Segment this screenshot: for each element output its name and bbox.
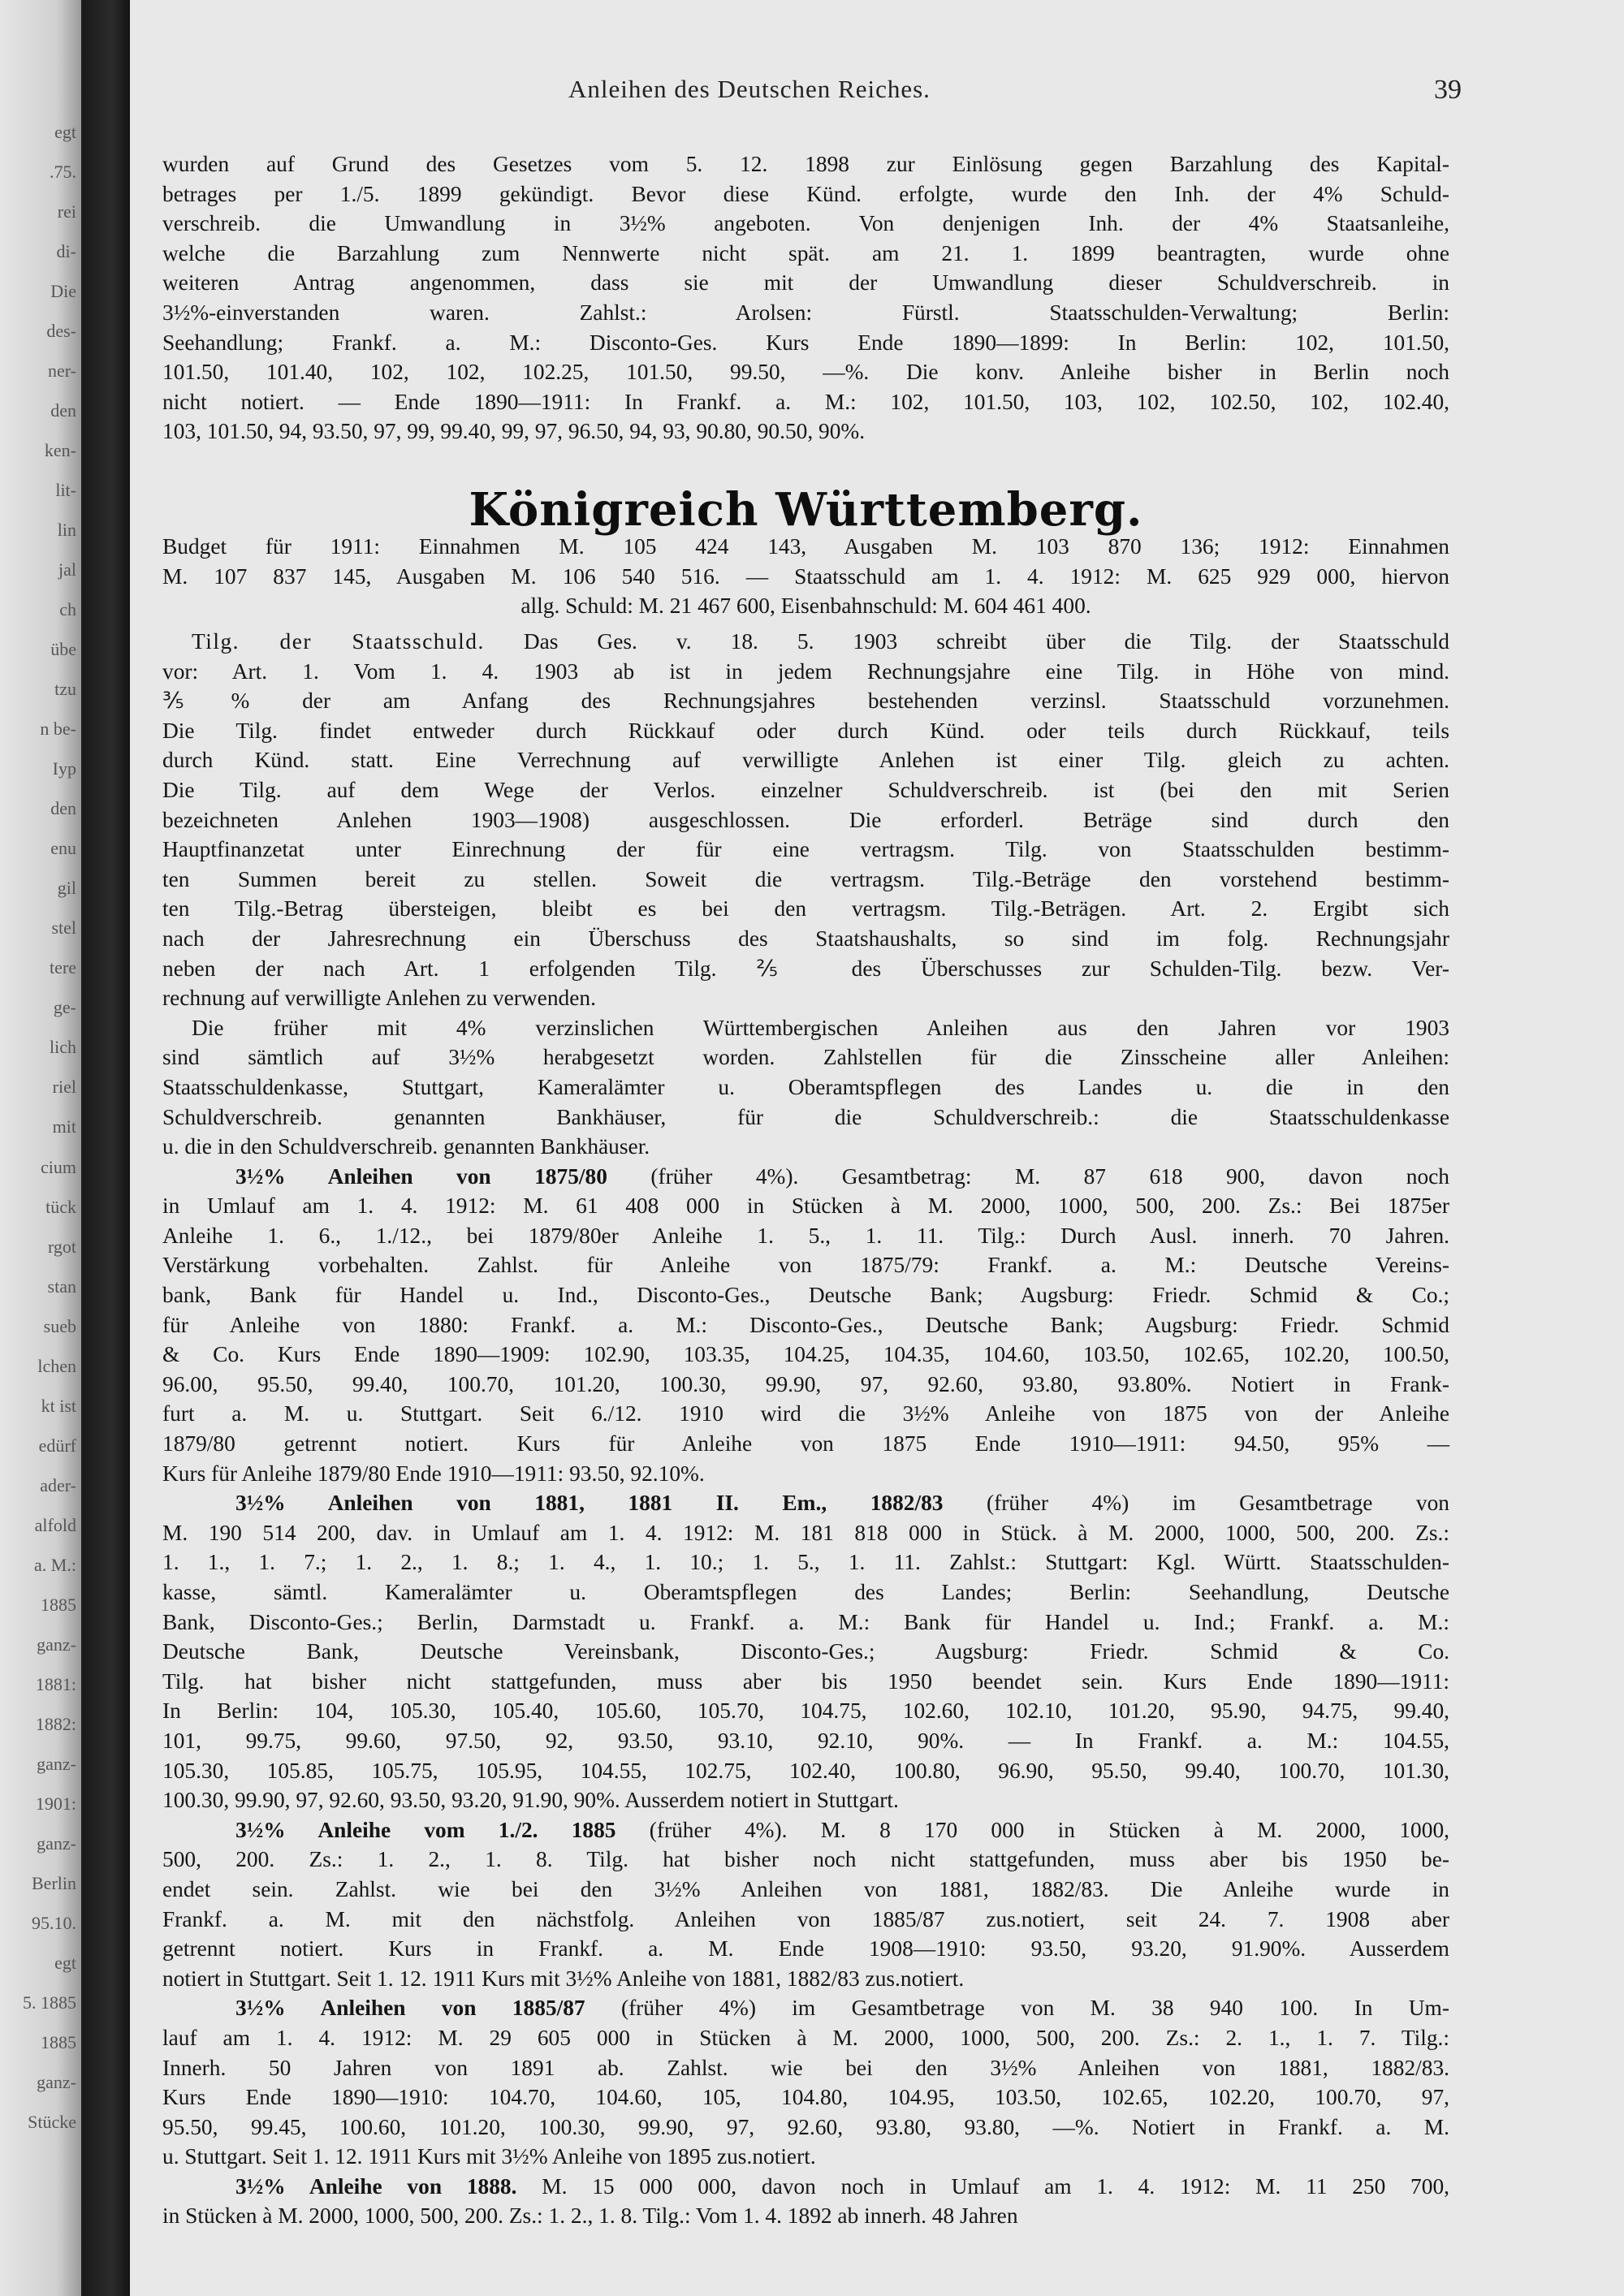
left-page-fragment: egt — [54, 1952, 76, 1973]
left-page-fragment: 1885 — [41, 1594, 76, 1615]
loan-heading: 3½% Anleihe vom 1./2. 1885 — [235, 1817, 616, 1842]
left-page-fragment: 1882: — [35, 1713, 76, 1734]
paragraph-line: 101, 99.75, 99.60, 97.50, 92, 93.50, 93.10, 92.10, 90%. — In Frankf. a. M.: 104.55, — [162, 1728, 1449, 1753]
paragraph-line: kasse, sämtl. Kameralämter u. Oberamtspflegen des Landes; Berlin: Seehandlung, Deutsche — [162, 1580, 1449, 1604]
paragraph-line-text: (früher 4%). M. 8 170 000 in Stücken à M. 2000, 1000, — [615, 1817, 1449, 1842]
paragraph-line-text: (früher 4%) im Gesamtbetrage von M. 38 940 100. In Um- — [585, 1996, 1449, 2021]
paragraph-line: Hauptfinanzetat unter Einrechnung der für eine vertragsm. Tilg. von Staatsschulden bestimm- — [162, 837, 1449, 862]
paragraph-line: 95.50, 99.45, 100.60, 101.20, 100.30, 99.90, 97, 92.60, 93.80, 93.80, —%. Notiert in Frankf. a. M. — [162, 2114, 1449, 2139]
left-page-fragment: ganz- — [37, 2071, 76, 2092]
paragraph-line: 1. 1., 1. 7.; 1. 2., 1. 8.; 1. 4., 1. 10.; 1. 5., 1. 11. Zahlst.: Stuttgart: Kgl. Württ. Staatsschulden- — [162, 1550, 1449, 1575]
budget-line: M. 107 837 145, Ausgaben M. 106 540 516. — Staatsschuld am 1. 4. 1912: M. 625 929 000, hiervon — [162, 563, 1449, 589]
left-page-fragment: egt — [54, 122, 76, 142]
paragraph-line: notiert in Stuttgart. Seit 1. 12. 1911 Kurs mit 3½% Anleihe von 1881, 1882/83 zus.notiert. — [162, 1966, 965, 1991]
left-page-fragment: tere — [50, 957, 76, 978]
left-page-fragment: 1901: — [35, 1793, 76, 1814]
left-page-fragment: .75. — [50, 162, 76, 183]
paragraph-line: M. 190 514 200, dav. in Umlauf am 1. 4. 1912: M. 181 818 000 in Stück. à M. 2000, 1000, 500, 200. Zs.: — [162, 1520, 1449, 1545]
intro-text — [162, 149, 1449, 447]
left-page-fragment: a. M.: — [34, 1554, 76, 1575]
paragraph-line: furt a. M. u. Stuttgart. Seit 6./12. 1910 wird die 3½% Anleihe von 1875 von der Anleihe — [162, 1401, 1449, 1426]
paragraph-line: in Umlauf am 1. 4. 1912: M. 61 408 000 in Stücken à M. 2000, 1000, 500, 200. Zs.: Bei 1875er — [162, 1193, 1449, 1219]
intro-line: weiteren Antrag angenommen, dass sie mit der Umwandlung dieser Schuldverschreib. in — [162, 270, 1449, 296]
paragraph — [162, 2172, 1449, 2231]
paragraph-line: u. die in den Schuldverschreib. genannten Bankhäuser. — [162, 1134, 650, 1159]
budget-text — [162, 532, 1449, 621]
left-page-fragment: stan — [47, 1275, 76, 1297]
left-page-fragment: ken- — [44, 440, 76, 461]
left-page-fragment: riel — [52, 1077, 76, 1098]
running-head-title: Anleihen des Deutschen Reiches. — [568, 75, 931, 103]
paragraph-line: Innerh. 50 Jahren von 1891 ab. Zahlst. wie bei den 3½% Anleihen von 1881, 1882/83. — [162, 2055, 1449, 2080]
paragraph — [162, 1993, 1449, 2172]
paragraph-line-text: (früher 4%). Gesamtbetrag: M. 87 618 900, davon noch — [607, 1163, 1449, 1189]
left-page-fragment: den — [50, 798, 76, 819]
loan-heading: 3½% Anleihen von 1885/87 — [235, 1996, 585, 2021]
paragraph-line: lauf am 1. 4. 1912: M. 29 605 000 in Stücken à M. 2000, 1000, 500, 200. Zs.: 2. 1., 1. 7. Tilg.: — [162, 2025, 1449, 2050]
paragraph-line: in Stücken à M. 2000, 1000, 500, 200. Zs.: 1. 2., 1. 8. Tilg.: Vom 1. 4. 1892 ab innerh. 48 Jahren — [162, 2203, 1018, 2229]
left-page-fragment: ch — [59, 599, 76, 620]
paragraph-line: Frankf. a. M. mit den nächstfolg. Anleihen von 1885/87 zus.notiert, seit 24. 7. 1908 aber — [162, 1906, 1449, 1931]
left-page-fragment: ner- — [48, 360, 76, 382]
intro-line: wurden auf Grund des Gesetzes vom 5. 12. 1898 zur Einlösung gegen Barzahlung des Kapital- — [162, 152, 1449, 176]
left-page-fragment: sueb — [43, 1315, 76, 1336]
left-page-fragment: Iyp — [52, 758, 76, 779]
paragraph-first-line — [162, 1815, 1449, 1845]
loan-heading: 3½% Anleihe von 1888. — [235, 2173, 517, 2199]
paragraph-line-text: M. 15 000 000, davon noch in Umlauf am 1. 4. 1912: M. 11 250 700, — [516, 2173, 1449, 2199]
paragraph-line: endet sein. Zahlst. wie bei den 3½% Anleihen von 1881, 1882/83. Die Anleihe wurde in — [162, 1876, 1449, 1901]
left-page-fragment: rei — [57, 201, 76, 222]
intro-line: Seehandlung; Frankf. a. M.: Disconto-Ges. Kurs Ende 1890—1899: In Berlin: 102, 101.50, — [162, 330, 1449, 355]
left-page-fragment: rgot — [47, 1236, 76, 1257]
paragraph-line: Schuldverschreib. genannten Bankhäuser, für die Schuldverschreib.: die Staatsschuldenkasse — [162, 1104, 1449, 1129]
paragraph-line: 1879/80 getrennt notiert. Kurs für Anleihe von 1875 Ende 1910—1911: 94.50, 95% — — [162, 1431, 1449, 1457]
left-page-fragment: enu — [50, 838, 76, 859]
left-page-fragment: Die — [50, 281, 76, 302]
left-page-fragment: ge- — [53, 997, 76, 1018]
paragraph-line: Kurs Ende 1890—1910: 104.70, 104.60, 105, 104.80, 104.95, 103.50, 102.65, 102.20, 100.70, 97, — [162, 2085, 1449, 2110]
paragraph-line: durch Künd. statt. Eine Verrechnung auf verwilligte Anlehen ist einer Tilg. gleich zu achten. — [162, 748, 1449, 773]
paragraph-line: Anleihe 1. 6., 1./12., bei 1879/80er Anleihe 1. 5., 1. 11. Tilg.: Durch Ausl. innerh. 70 Jahren. — [162, 1223, 1449, 1248]
left-page-fragment: lchen — [37, 1355, 76, 1376]
left-page-edge — [0, 0, 81, 2296]
paragraph-line: 96.00, 95.50, 99.40, 100.70, 101.20, 100.30, 99.90, 97, 92.60, 93.80, 93.80%. Notiert in Frank- — [162, 1371, 1449, 1396]
section-heading: Königreich Württemberg. — [469, 483, 1143, 537]
page-number: 39 — [1434, 75, 1462, 105]
paragraph-line: Die Tilg. auf dem Wege der Verlos. einzelner Schuldverschreib. ist (bei den mit Serien — [162, 777, 1449, 802]
paragraph-lead: Tilg. der Staatsschuld. — [192, 629, 485, 654]
paragraph-first-line — [162, 1993, 1449, 2023]
paragraph-first-line — [162, 627, 1449, 657]
left-page-fragment: ganz- — [37, 1634, 76, 1655]
paragraph-line: Staatsschuldenkasse, Stuttgart, Kameralämter u. Oberamtspflegen des Landes u. die in den — [162, 1074, 1449, 1099]
paragraph — [162, 1815, 1449, 1994]
left-page-fragment: lit- — [55, 480, 76, 501]
intro-line: nicht notiert. — Ende 1890—1911: In Frankf. a. M.: 102, 101.50, 103, 102, 102.50, 102, 102.40, — [162, 389, 1449, 414]
left-page-fragment: edürf — [38, 1435, 76, 1456]
intro-line: betrages per 1./5. 1899 gekündigt. Bevor diese Künd. erfolgte, wurde den Inh. der 4% Schuld- — [162, 181, 1449, 206]
left-page-fragment: alfold — [34, 1514, 76, 1535]
paragraph-line: Die Tilg. findet entweder durch Rückkauf oder durch Künd. oder teils durch Rückkauf, teils — [162, 718, 1449, 743]
paragraph-line-text: (früher 4%) im Gesamtbetrage von — [943, 1491, 1449, 1516]
left-page-fragment: lich — [50, 1037, 76, 1058]
paragraph-line: Bank, Disconto-Ges.; Berlin, Darmstadt u. Frankf. a. M.: Bank für Handel u. Ind.; Frankf. a. M.: — [162, 1609, 1449, 1634]
paragraph-line: ten Tilg.-Betrag übersteigen, bleibt es bei den vertragsm. Tilg.-Beträgen. Art. 2. Ergibt sich — [162, 896, 1449, 921]
paragraph-line: & Co. Kurs Ende 1890—1909: 102.90, 103.35, 104.25, 104.35, 104.60, 103.50, 102.65, 102.20, 100.50, — [162, 1342, 1449, 1367]
left-page-fragment: Berlin — [32, 1872, 76, 1893]
paragraph-line: nach der Jahresrechnung ein Überschuss des Staatshaushalts, so sind im folg. Rechnungsjahr — [162, 926, 1449, 951]
left-page-fragment: tzu — [54, 679, 76, 700]
intro-line: 3½%-einverstanden waren. Zahlst.: Arolsen: Fürstl. Staatsschulden-Verwaltung; Berlin: — [162, 300, 1449, 325]
loan-heading: 3½% Anleihen von 1875/80 — [235, 1163, 607, 1189]
left-page-fragment: gil — [57, 878, 76, 899]
paragraph-line: Deutsche Bank, Deutsche Vereinsbank, Disconto-Ges.; Augsburg: Friedr. Schmid & Co. — [162, 1639, 1449, 1664]
left-page-fragment: di- — [56, 241, 76, 262]
left-page-fragment: n be- — [40, 719, 76, 740]
running-head — [422, 75, 1462, 115]
intro-line: welche die Barzahlung zum Nennwerte nicht spät. am 21. 1. 1899 beantragten, wurde ohne — [162, 240, 1449, 265]
paragraph-line: ten Summen bereit zu stellen. Soweit die vertragsm. Tilg.-Beträge den vorstehend bestimm- — [162, 866, 1449, 891]
left-page-fragment: 1881: — [35, 1673, 76, 1694]
paragraph-line: für Anleihe von 1880: Frankf. a. M.: Disconto-Ges., Deutsche Bank; Augsburg: Friedr. Schmid — [162, 1312, 1449, 1337]
left-page-fragment: 5. 1885 — [23, 1992, 76, 2013]
paragraph-line: vor: Art. 1. Vom 1. 4. 1903 ab ist in jedem Rechnungsjahre eine Tilg. in Höhe von mind. — [162, 658, 1449, 684]
left-page-fragment: den — [50, 400, 76, 421]
paragraph-line: 100.30, 99.90, 97, 92.60, 93.50, 93.20, 91.90, 90%. Ausserdem notiert in Stuttgart. — [162, 1788, 899, 1813]
paragraph-line: Tilg. hat bisher nicht stattgefunden, muss aber bis 1950 beendet sein. Kurs Ende 1890—1911: — [162, 1668, 1449, 1694]
paragraph-line: ⅗% der am Anfang des Rechnungsjahres bestehenden verzinsl. Staatsschuld vorzunehmen. — [162, 688, 1449, 714]
budget-line: allg. Schuld: M. 21 467 600, Eisenbahnschuld: M. 604 461 400. — [520, 593, 1091, 619]
paragraph-line: neben der nach Art. 1 erfolgenden Tilg. ⅖ des Überschusses zur Schulden-Tilg. bezw. Ver- — [162, 956, 1449, 981]
left-page-fragment: 95.10. — [32, 1912, 76, 1933]
left-page-fragment: tück — [45, 1196, 76, 1217]
paragraph-line: bezeichneten Anlehen 1903—1908) ausgeschlossen. Die erforderl. Beträge sind durch den — [162, 807, 1449, 832]
intro-line: verschreib. die Umwandlung in 3½% angeboten. Von denjenigen Inh. der 4% Staatsanleihe, — [162, 211, 1449, 236]
paragraph-line: rechnung auf verwilligte Anlehen zu verwenden. — [162, 986, 596, 1011]
left-page-fragment: 1885 — [41, 2031, 76, 2052]
paragraph-first-line — [162, 2172, 1449, 2202]
paragraph-first-line — [162, 1162, 1449, 1192]
intro-line: 101.50, 101.40, 102, 102, 102.25, 101.50, 99.50, —%. Die konv. Anleihe bisher in Berlin noch — [162, 360, 1449, 385]
paragraph-line: u. Stuttgart. Seit 1. 12. 1911 Kurs mit 3½% Anleihe von 1895 zus.notiert. — [162, 2144, 816, 2169]
paragraph-line: In Berlin: 104, 105.30, 105.40, 105.60, 105.70, 104.75, 102.60, 102.10, 101.20, 95.90, 94.75, 99.40, — [162, 1698, 1449, 1724]
paragraph-line: bank, Bank für Handel u. Ind., Disconto-Ges., Deutsche Bank; Augsburg: Friedr. Schmid & Co.; — [162, 1283, 1449, 1308]
left-page-fragment: cium — [41, 1156, 76, 1177]
left-page-fragment: stel — [51, 917, 76, 939]
left-page-fragment: übe — [50, 639, 76, 660]
left-page-fragment: Stücke — [28, 2111, 76, 2132]
paragraph-line: getrennt notiert. Kurs in Frankf. a. M. Ende 1908—1910: 93.50, 93.20, 91.90%. Ausserdem — [162, 1936, 1449, 1962]
left-page-fragment: ganz- — [37, 1753, 76, 1774]
paragraph-line: 105.30, 105.85, 105.75, 105.95, 104.55, 102.75, 102.40, 100.80, 96.90, 95.50, 99.40, 100.70, 101.30, — [162, 1758, 1449, 1783]
body-text — [162, 627, 1449, 2231]
paragraph — [162, 627, 1449, 1013]
left-page-fragment: des- — [46, 321, 76, 342]
paragraph-line: 500, 200. Zs.: 1. 2., 1. 8. Tilg. hat bisher noch nicht stattgefunden, muss aber bis 1950 be- — [162, 1847, 1449, 1872]
paragraph-first-line — [162, 1488, 1449, 1518]
paragraph — [162, 1013, 1449, 1162]
loan-heading: 3½% Anleihen von 1881, 1881 II. Em., 1882/83 — [235, 1491, 944, 1516]
left-page-fragment: mit — [52, 1116, 76, 1137]
left-page-fragment: ader- — [40, 1474, 76, 1495]
left-page-fragment: ganz- — [37, 1832, 76, 1854]
paragraph — [162, 1488, 1449, 1815]
paragraph-line-text: Das Ges. v. 18. 5. 1903 schreibt über die Tilg. der Staatsschuld — [484, 629, 1450, 654]
left-page-fragment: kt ist — [41, 1395, 76, 1416]
budget-line: Budget für 1911: Einnahmen M. 105 424 143, Ausgaben M. 103 870 136; 1912: Einnahmen — [162, 534, 1449, 559]
paragraph-line: Verstärkung vorbehalten. Zahlst. für Anleihe von 1875/79: Frankf. a. M.: Deutsche Vereins- — [162, 1253, 1449, 1278]
left-page-fragment: lin — [57, 520, 76, 541]
intro-line: 103, 101.50, 94, 93.50, 97, 99, 99.40, 99, 97, 96.50, 94, 93, 90.80, 90.50, 90%. — [162, 419, 866, 444]
paragraph-line: Kurs für Anleihe 1879/80 Ende 1910—1911: 93.50, 92.10%. — [162, 1461, 705, 1486]
paragraph-line-text: Die früher mit 4% verzinslichen Württembergischen Anleihen aus den Jahren vor 1903 — [192, 1015, 1449, 1040]
paragraph-line: sind sämtlich auf 3½% herabgesetzt worden. Zahlstellen für die Zinsscheine aller Anleihen: — [162, 1045, 1449, 1070]
paragraph — [162, 1162, 1449, 1489]
left-page-fragment: jal — [58, 559, 76, 580]
paragraph-first-line — [162, 1013, 1449, 1043]
